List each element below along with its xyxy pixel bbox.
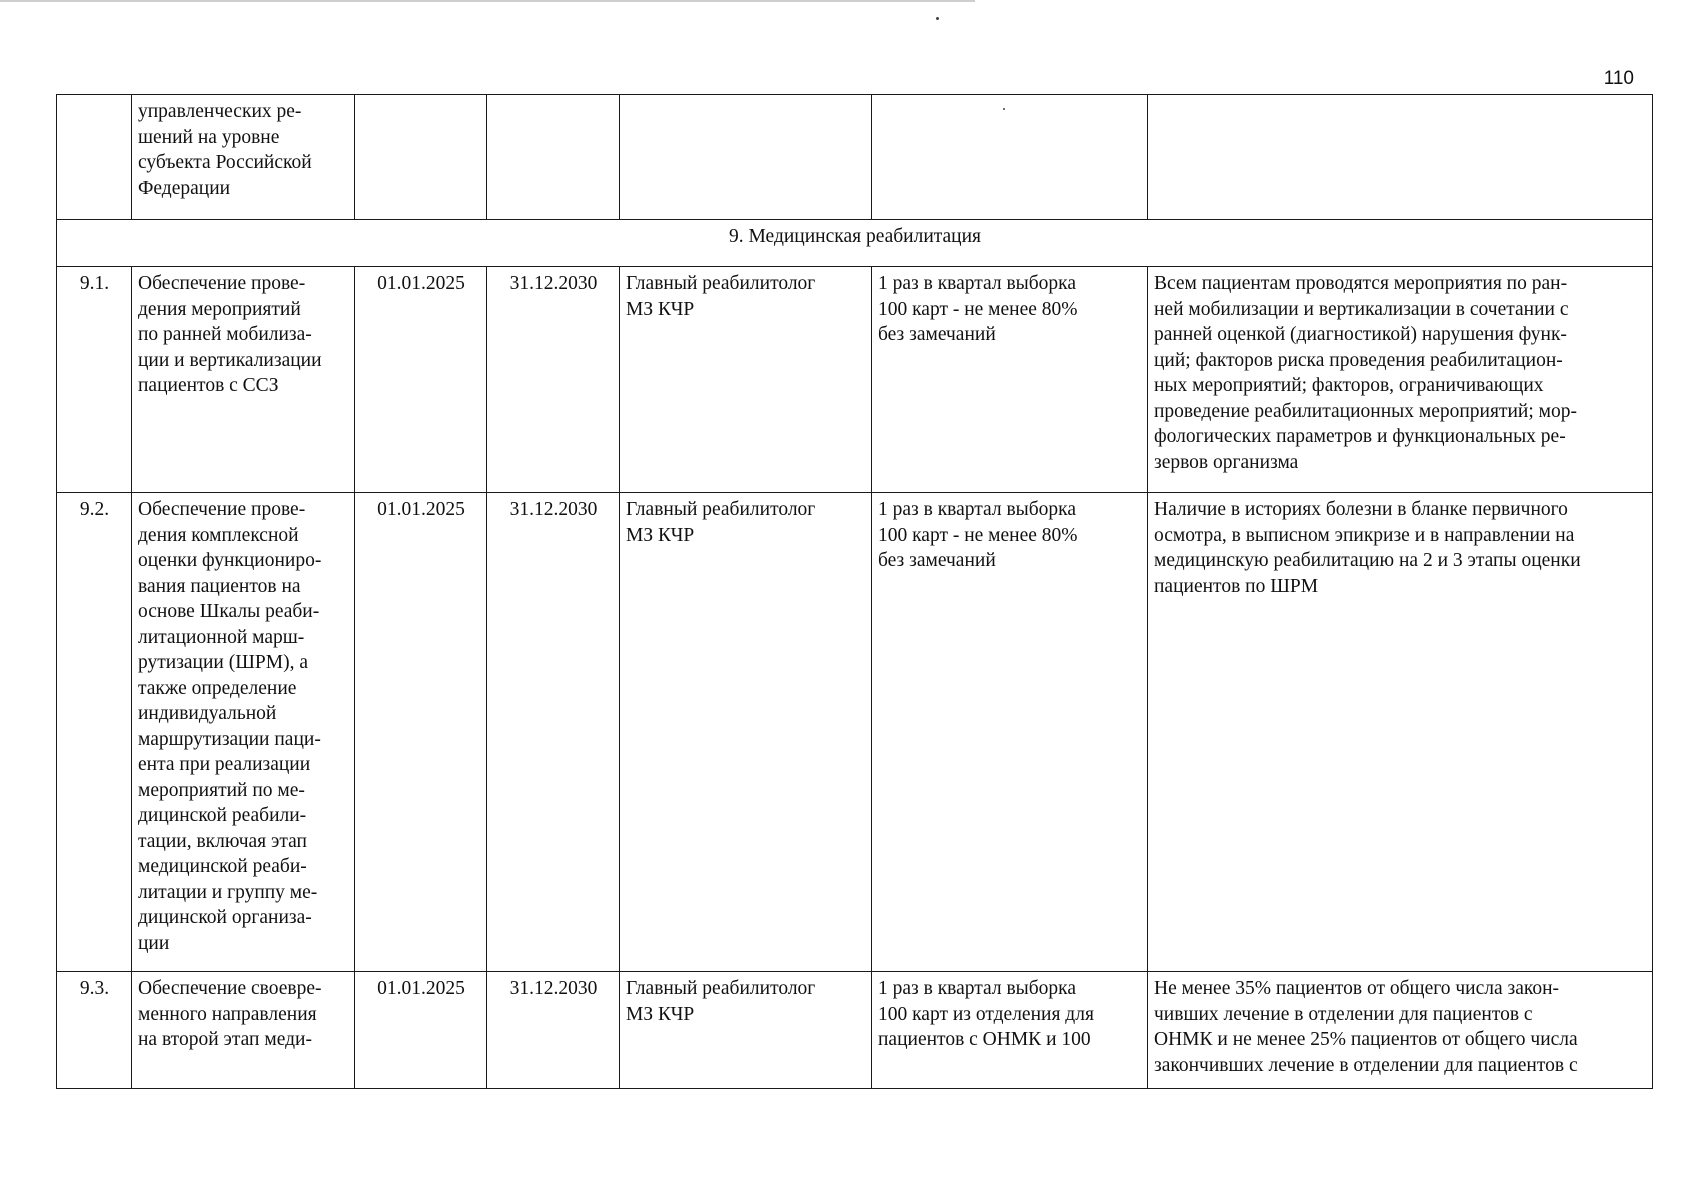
cell-number: 9.1. — [57, 267, 132, 493]
cell-activity: Обеспечение своевре- менного направления на второй этап меди- — [132, 972, 355, 1089]
cell-result: Наличие в историях болезни в бланке первичного осмотра, в выписном эпикризе и в направлении на медицинскую реабилитацию на 2 и 3 этапы оценки пациентов по ШРМ — [1148, 493, 1653, 972]
cell-activity: Обеспечение прове- дения комплексной оценки функциониро- вания пациентов на основе Шкалы реаби- литационной марш- рутизации (ШРМ), а также определение индивидуальной маршрутизации паци- ента при реализации мероприятий по ме- дицинской реабили- тации, включая этап медицинской реаби- литации и группу ме- дицинской организа- ции — [132, 493, 355, 972]
table-row — [57, 493, 1653, 972]
cell-result: Всем пациентам проводятся мероприятия по ран- ней мобилизации и вертикализации в сочетании с ранней оценкой (диагностикой) нарушения функ- ций; факторов риска проведения реабилитацион- ных мероприятий; факторов, ограничивающих проведение реабилитационных мероприятий; мор- фологических параметров и функциональных ре- зервов организма — [1148, 267, 1653, 493]
cell-start-date — [355, 95, 487, 220]
cell-end-date: 31.12.2030 — [487, 493, 620, 972]
cell-indicator: 1 раз в квартал выборка 100 карт - не менее 80% без замечаний — [872, 267, 1148, 493]
cell-start-date: 01.01.2025 — [355, 972, 487, 1089]
cell-indicator — [872, 95, 1148, 220]
page-number: 110 — [1603, 68, 1634, 89]
scan-speck — [936, 17, 939, 20]
cell-responsible: Главный реабилитолог МЗ КЧР — [620, 493, 872, 972]
cell-start-date: 01.01.2025 — [355, 493, 487, 972]
scan-edge-line — [0, 0, 975, 2]
document-table — [56, 94, 1653, 1089]
cell-result — [1148, 95, 1653, 220]
cell-number: 9.2. — [57, 493, 132, 972]
cell-indicator: 1 раз в квартал выборка 100 карт - не менее 80% без замечаний — [872, 493, 1148, 972]
table-row-section — [57, 220, 1653, 267]
cell-number: 9.3. — [57, 972, 132, 1089]
cell-responsible: Главный реабилитолог МЗ КЧР — [620, 267, 872, 493]
table-row — [57, 267, 1653, 493]
cell-end-date: 31.12.2030 — [487, 972, 620, 1089]
cell-number — [57, 95, 132, 220]
cell-end-date: 31.12.2030 — [487, 267, 620, 493]
section-heading: 9. Медицинская реабилитация — [57, 220, 1653, 267]
cell-responsible — [620, 95, 872, 220]
cell-end-date — [487, 95, 620, 220]
cell-result: Не менее 35% пациентов от общего числа закон- чивших лечение в отделении для пациентов с ОНМК и не менее 25% пациентов от общего числа закончивших лечение в отделении для пациентов с — [1148, 972, 1653, 1089]
cell-activity: Обеспечение прове- дения мероприятий по ранней мобилиза- ции и вертикализации пациентов с ССЗ — [132, 267, 355, 493]
table-row — [57, 972, 1653, 1089]
cell-indicator: 1 раз в квартал выборка 100 карт из отделения для пациентов с ОНМК и 100 — [872, 972, 1148, 1089]
cell-start-date: 01.01.2025 — [355, 267, 487, 493]
table-row-continuation — [57, 95, 1653, 220]
cell-responsible: Главный реабилитолог МЗ КЧР — [620, 972, 872, 1089]
cell-activity: управленческих ре- шений на уровне субъекта Российской Федерации — [132, 95, 355, 220]
